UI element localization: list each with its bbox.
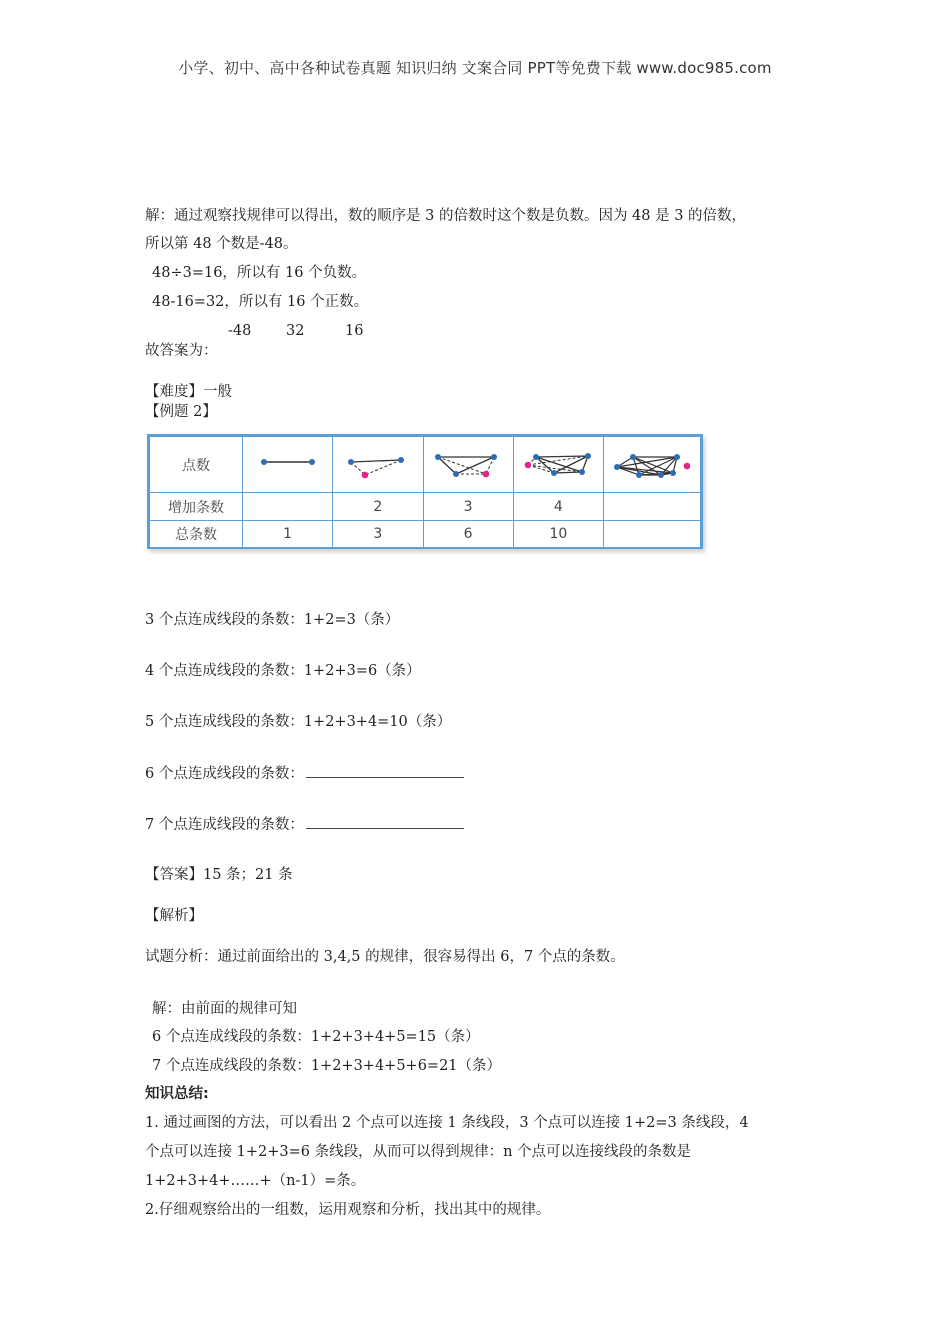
table-row [150,437,701,493]
question-4-points: 4 个点连成线段的条数：1+2+3=6（条） [145,663,421,679]
table-row [150,521,701,548]
summary-title: 知识总结: [145,1086,209,1102]
analysis-title: 【解析】 [145,908,203,924]
summary-line-4: 2.仔细观察给出的一组数，运用观察和分析，找出其中的规律。 [145,1202,551,1218]
question-7-points [145,814,464,835]
table-row [150,493,701,521]
question-5-points: 5 个点连成线段的条数：1+2+3+4=10（条） [145,714,452,730]
diagram-2-points [243,437,333,493]
solution2-line-3: 7 个点连成线段的条数：1+2+3+4+5+6=21（条） [152,1058,502,1074]
solution-line-4: 48-16=32，所以有 16 个正数。 [152,294,369,310]
row-header-points: 点数 [150,437,243,493]
answer-value-1: -48 [228,323,252,339]
total-cell: 6 [423,521,513,548]
answer-value-2: 32 [286,323,305,339]
solution-line-3: 48÷3=16，所以有 16 个负数。 [152,265,367,281]
row-header-total: 总条数 [150,521,243,548]
example-title: 【例题 2】 [145,404,217,420]
total-cell: 3 [333,521,423,548]
solution-line-1: 解：通过观察找规律可以得出，数的顺序是 3 的倍数时这个数是负数。因为 48 是 3 的倍数， [145,208,747,224]
total-cell: 10 [513,521,603,548]
difficulty-label: 【难度】一般 [145,384,232,400]
diagram-3-points [333,437,423,493]
increase-cell: 3 [423,493,513,521]
summary-line-1: 1. 通过画图的方法，可以看出 2 个点可以连接 1 条线段，3 个点可以连接 1+2=3 条线段，4 [145,1115,749,1131]
increase-cell [243,493,333,521]
answer-blank-6 [306,763,464,778]
row-header-increase: 增加条数 [150,493,243,521]
analysis-text: 试题分析：通过前面给出的 3,4,5 的规律，很容易得出 6，7 个点的条数。 [145,949,625,965]
solution2-line-1: 解：由前面的规律可知 [152,1001,297,1017]
total-cell: 1 [243,521,333,548]
summary-line-2: 个点可以连接 1+2+3=6 条线段，从而可以得到规律：n 个点可以连接线段的条数是 [145,1144,692,1160]
solution2-line-2: 6 个点连成线段的条数：1+2+3+4+5=15（条） [152,1029,480,1045]
site-header: 小学、初中、高中各种试卷真题 知识归纳 文案合同 PPT等免费下载 www.doc985.com [178,59,772,77]
diagram-4-points [423,437,513,493]
increase-cell: 2 [333,493,423,521]
points-lines-table [147,434,703,549]
question-7-label: 7 个点连成线段的条数： [145,817,304,833]
diagram-6-points [604,437,701,493]
diagram-5-points [513,437,603,493]
question-6-label: 6 个点连成线段的条数： [145,766,304,782]
answer-label: 故答案为： [145,343,218,359]
summary-line-3: 1+2+3+4+……+（n-1）=条。 [145,1173,366,1189]
increase-cell: 4 [513,493,603,521]
question-6-points [145,763,464,784]
question-3-points: 3 个点连成线段的条数：1+2=3（条） [145,612,400,628]
answer-blank-7 [306,814,464,829]
solution-line-2: 所以第 48 个数是-48。 [145,236,298,252]
total-cell [604,521,701,548]
increase-cell [604,493,701,521]
answer-line: 【答案】15 条；21 条 [145,867,293,883]
answer-value-3: 16 [345,323,364,339]
